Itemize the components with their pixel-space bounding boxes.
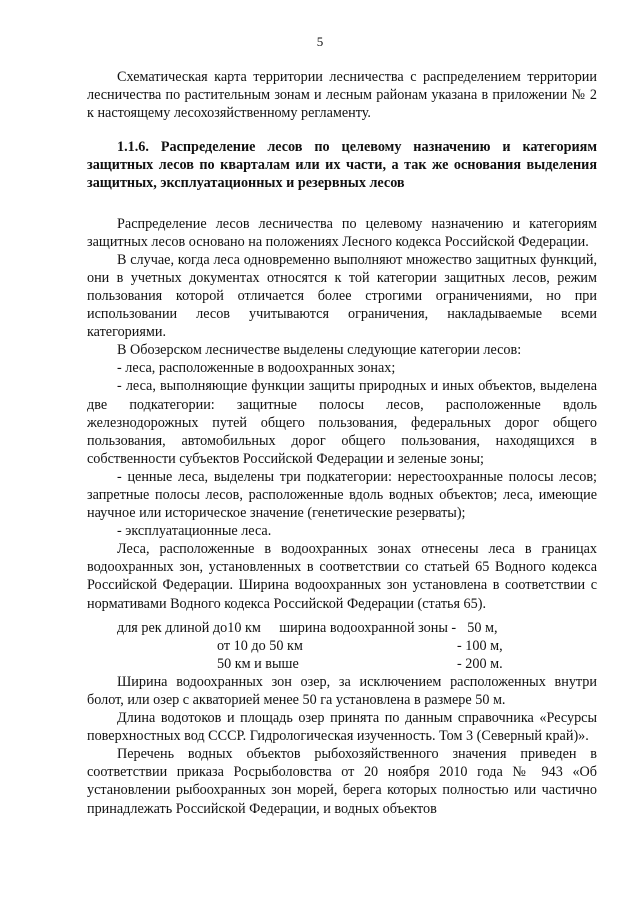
paragraph: Длина водотоков и площадь озер принята по данным справочника «Ресурсы поверхностных вод СССР. Гидрологическая изученность. Том 3 (Северный край)». [87,710,597,745]
list-item: - леса, выполняющие функции защиты природных и иных объектов, выделена две подкатегории: защитные полосы лесов, расположенные вдоль железнодорожных путей общего пользования, федеральных дорог общего пользования, автомобильных дорог общего пользования, находящихся в собственности субъектов Российской Федерации и зеленые зоны; [87,378,597,467]
width-row-1 [87,619,597,637]
list-item: - эксплуатационные леса. [117,523,272,540]
paragraph: Распределение лесов лесничества по целевому назначению и категориям защитных лесов основано на положениях Лесного кодекса Российской Федерации. [87,215,597,250]
width-row-value: - 200 м. [457,655,503,672]
paragraph: Ширина водоохранных зон озер, за исключением расположенных внутри болот, или озер с акваторией менее 50 га установлена в размере 50 м. [87,673,597,708]
paragraph: Леса, расположенные в водоохранных зонах отнесены леса в границах водоохранных зон, установленных в соответствии со статьей 65 Водного кодекса Российской Федерации. Ширина водоохранных зон установлена в соответствии с нормативами Водного кодекса Российской Федерации (статья 65). [87,541,597,612]
width-row-value: - 100 м, [457,637,503,654]
width-row-range: 50 км и выше [217,655,299,672]
width-row-label: ширина водоохранной зоны - [279,619,457,636]
page-content [87,68,597,818]
width-row-3 [87,655,597,673]
page-number: 5 [316,34,324,49]
paragraph: Схематическая карта территории лесничества с распределением территории лесничества по растительным зонам и лесным районам указана в приложении № 2 к настоящему лесохозяйственному регламенту. [87,69,597,122]
width-row-value: 50 м, [467,619,498,636]
list-item: - леса, расположенные в водоохранных зонах; [117,360,396,377]
paragraph: В Обозерском лесничестве выделены следующие категории лесов: [117,342,522,359]
width-row-range: 10 км [227,619,261,636]
width-row-range: от 10 до 50 км [217,637,303,654]
list-item: - ценные леса, выделены три подкатегории: нерестоохранные полосы лесов; запретные полосы лесов, расположенные вдоль водных объектов; леса, имеющие научное или историческое значение (генетические резерваты); [87,468,597,522]
width-row-prefix: для рек длиной до [117,619,228,636]
width-row-2 [87,637,597,655]
paragraph: В случае, когда леса одновременно выполняют множество защитных функций, они в учетных документах относятся к той категории защитных лесов, режим пользования которой отличается более строгими ограничениями, но при использовании лесов учитываются ограничения, накладываемые всеми категориями. [87,251,597,341]
paragraph: Перечень водных объектов рыбохозяйственного значения приведен в соответствии приказа Росрыболовства от 20 ноября 2010 года № 943 «Об установлении рыбоохранных зон морей, берега которых полностью или частично принадлежать Российской Федерации, и водных объектов [87,746,597,817]
section-heading: 1.1.6. Распределение лесов по целевому назначению и категориям защитных лесов по кварталам или их части, а так же основания выделения защитных, эксплуатационных и резервных лесов [87,139,597,192]
